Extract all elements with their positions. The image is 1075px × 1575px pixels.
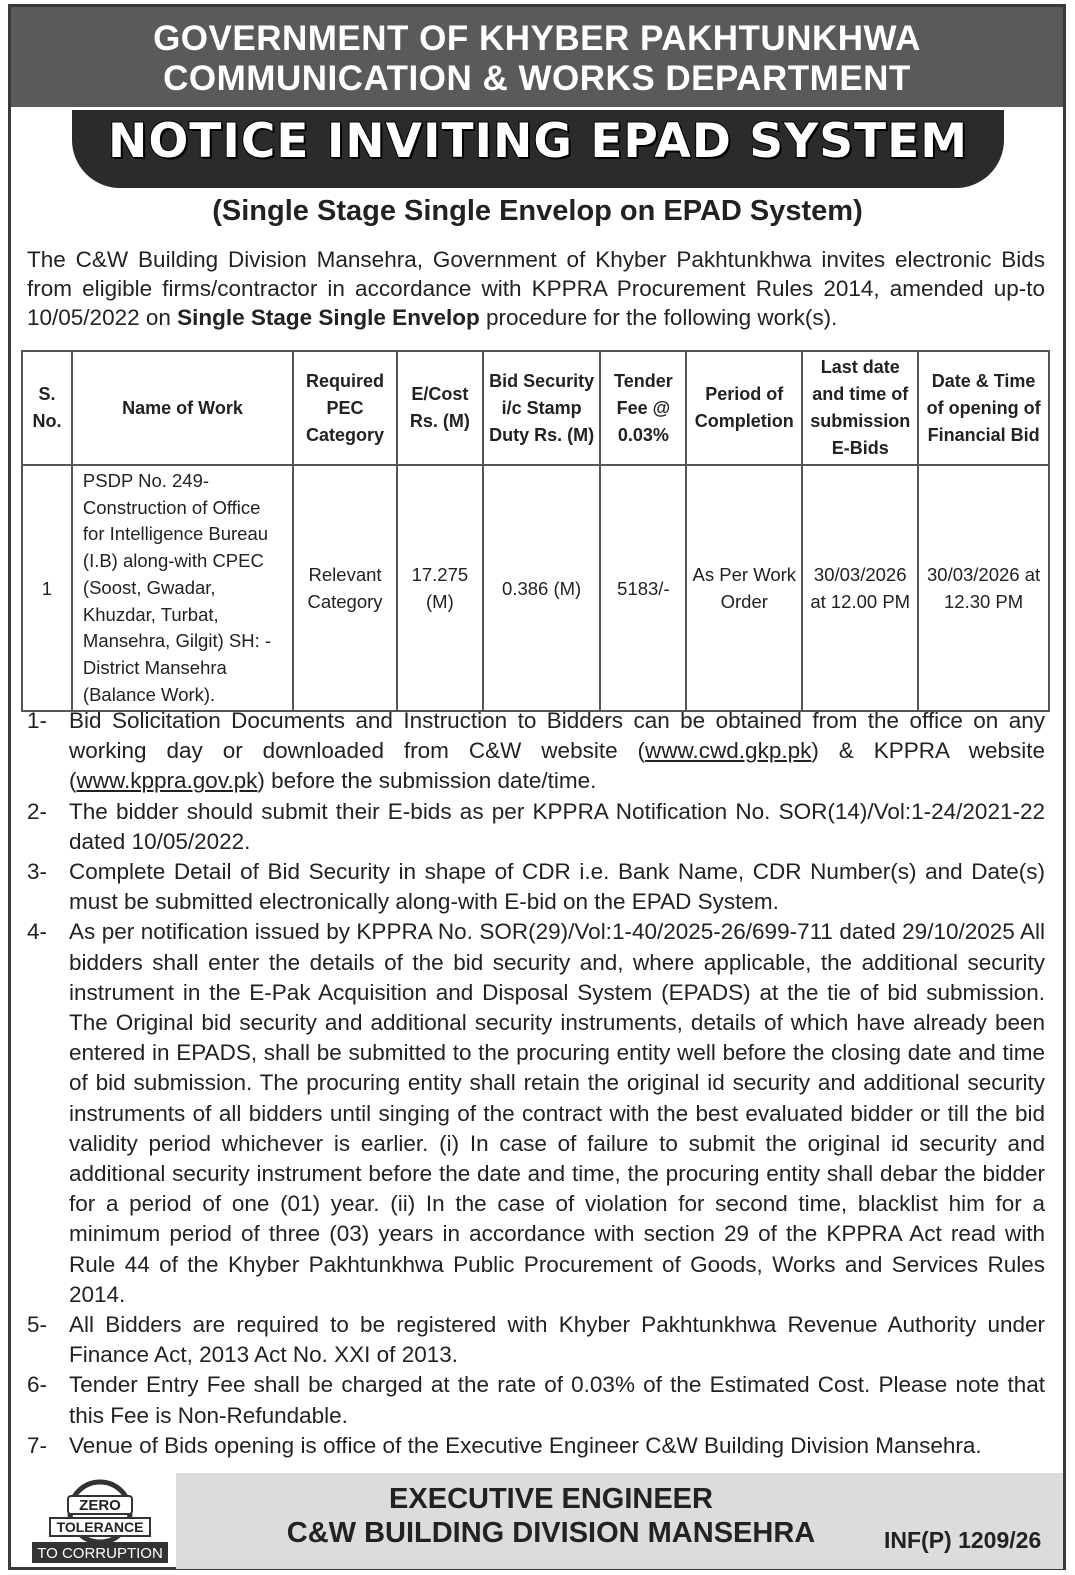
- cwd-website-link[interactable]: www.cwd.gkp.pk: [645, 738, 812, 764]
- cell-pec-category: Relevant Category: [293, 465, 397, 711]
- zero-tolerance-logo: [30, 1478, 170, 1564]
- cell-tender-fee: 5183/-: [600, 465, 686, 711]
- term-text: The bidder should submit their E-bids as per KPPRA Notification No. SOR(14)/Vol:1-24/2021-22 dated 10/05/2022.: [69, 798, 1045, 854]
- footer-line-1: EXECUTIVE ENGINEER: [389, 1483, 713, 1515]
- list-item: [27, 917, 1045, 1310]
- cell-period: As Per Work Order: [686, 465, 802, 711]
- term-number: 5-: [27, 1312, 48, 1338]
- cell-opening: 30/03/2026 at 12.30 PM: [918, 465, 1049, 711]
- works-table: [21, 350, 1050, 712]
- term-text: [69, 706, 1045, 797]
- cell-name-of-work: PSDP No. 249- Construction of Office for Intelligence Bureau (I.B) along-with CPEC (Soost, Gwadar, Khuzdar, Turbat, Mansehra, Gilgit) SH: -District Mansehra (Balance Work).: [72, 465, 293, 711]
- header-name-of-work: Name of Work: [72, 351, 293, 465]
- header-bid-security: Bid Security i/c Stamp Duty Rs. (M): [483, 351, 601, 465]
- subtitle: (Single Stage Single Envelop on EPAD System): [212, 195, 863, 227]
- term-text: Tender Entry Fee shall be charged at the rate of 0.03% of the Estimated Cost. Please note that this Fee is Non-Refundable.: [69, 1372, 1045, 1428]
- header-last-date: Last date and time of submission E-Bids: [802, 351, 918, 465]
- list-item: [27, 1370, 1045, 1430]
- term-text: Complete Detail of Bid Security in shape of CDR i.e. Bank Name, CDR Number(s) and Date(s) must be submitted electronically along-with E-bid on the EPAD System.: [69, 859, 1045, 915]
- header-line-2: COMMUNICATION & WORKS DEPARTMENT: [163, 59, 911, 98]
- term-number: 3-: [27, 859, 48, 885]
- inf-reference: INF(P) 1209/26: [884, 1527, 1042, 1553]
- intro-paragraph: [27, 245, 1045, 332]
- term-number: 1-: [27, 708, 48, 733]
- header-ecost: E/Cost Rs. (M): [397, 351, 483, 465]
- table-row: [22, 465, 1049, 711]
- header-period: Period of Completion: [686, 351, 802, 465]
- list-item: [27, 1431, 1045, 1461]
- header-opening: Date & Time of opening of Financial Bid: [918, 351, 1049, 465]
- logo-corruption-text: TO CORRUPTION: [37, 1545, 163, 1562]
- table-header-row: [22, 351, 1049, 465]
- logo-zero-text: ZERO: [79, 1497, 121, 1514]
- header-pec-category: Required PEC Category: [293, 351, 397, 465]
- term-1-text-a: Bid Solicitation Documents and Instruction to Bidders can be obtained from the office on any working day or downloaded from C&W website (: [69, 708, 1045, 764]
- term-text: As per notification issued by KPPRA No. SOR(29)/Vol:1-40/2025-26/699-711 dated 29/10/2025 All bidders shall enter the details of the bid security and, where applicable, the additional security instrument in the E-Pak Acquisition and Disposal System (EPADS) at the tie of bid submission. The Original bid security and additional security instruments, details of which have already been entered in EPADS, shall be submitted to the procuring entity well before the closing date and time of bid submission. The procuring entity shall retain the original id security and additional security instruments of all bidders until singing of the contract with the best evaluated bidder or till the bid validity period whichever is earlier. (i) In case of failure to submit the original id security and additional security instrument before the date and time, the procuring entity shall debar the bidder for a period of one (01) year. (ii) In the case of violation for second time, blacklist him for a minimum period of three (03) years in accordance with section 29 of the KPPRA Act read with Rule 44 of the Khyber Pakhtunkhwa Public Procurement of Goods, Works and Services Rules 2014.: [69, 919, 1045, 1307]
- header-line-1: GOVERNMENT OF KHYBER PAKHTUNKHWA: [153, 19, 921, 58]
- government-header: [11, 7, 1063, 107]
- terms-list: [27, 706, 1045, 1461]
- term-1-text-c: ) before the submission date/time.: [257, 768, 597, 794]
- term-number: 4-: [27, 919, 48, 945]
- cell-ecost: 17.275 (M): [397, 465, 483, 711]
- term-1-text-b: ) & KPPRA website (: [69, 738, 1045, 794]
- list-item: [27, 706, 1045, 797]
- cell-last-date: 30/03/2026 at 12.00 PM: [802, 465, 918, 711]
- kppra-website-link[interactable]: www.kppra.gov.pk: [76, 768, 258, 794]
- term-number: 7-: [27, 1432, 48, 1458]
- cell-sno: 1: [22, 465, 72, 711]
- footer-line-2: C&W BUILDING DIVISION MANSEHRA: [286, 1517, 816, 1549]
- header-tender-fee: Tender Fee @ 0.03%: [600, 351, 686, 465]
- list-item: [27, 857, 1045, 917]
- intro-text-bold: Single Stage Single Envelop: [177, 305, 480, 330]
- term-text: All Bidders are required to be registered with Khyber Pakhtunkhwa Revenue Authority under Finance Act, 2013 Act No. XXI of 2013.: [69, 1312, 1045, 1368]
- cell-bid-security: 0.386 (M): [483, 465, 601, 711]
- term-number: 6-: [27, 1372, 48, 1398]
- intro-text-start: The C&W Building Division Mansehra, Government of Khyber Pakhtunkhwa invites electronic Bids from eligible firms/contractor in accordance with KPPRA Procurement Rules 2014, amended up-to 10/05/2022 on: [27, 247, 1045, 330]
- list-item: [27, 797, 1045, 857]
- list-item: [27, 1310, 1045, 1370]
- term-number: 2-: [27, 798, 48, 824]
- header-sno: S. No.: [22, 351, 72, 465]
- logo-tolerance-text: TOLERANCE: [56, 1519, 144, 1535]
- term-text: Venue of Bids opening is office of the Executive Engineer C&W Building Division Mansehra.: [69, 1432, 982, 1458]
- intro-text-end: procedure for the following work(s).: [479, 305, 838, 330]
- footer-signatory: [176, 1482, 926, 1550]
- notice-title: NOTICE INVITING EPAD SYSTEM: [108, 114, 968, 169]
